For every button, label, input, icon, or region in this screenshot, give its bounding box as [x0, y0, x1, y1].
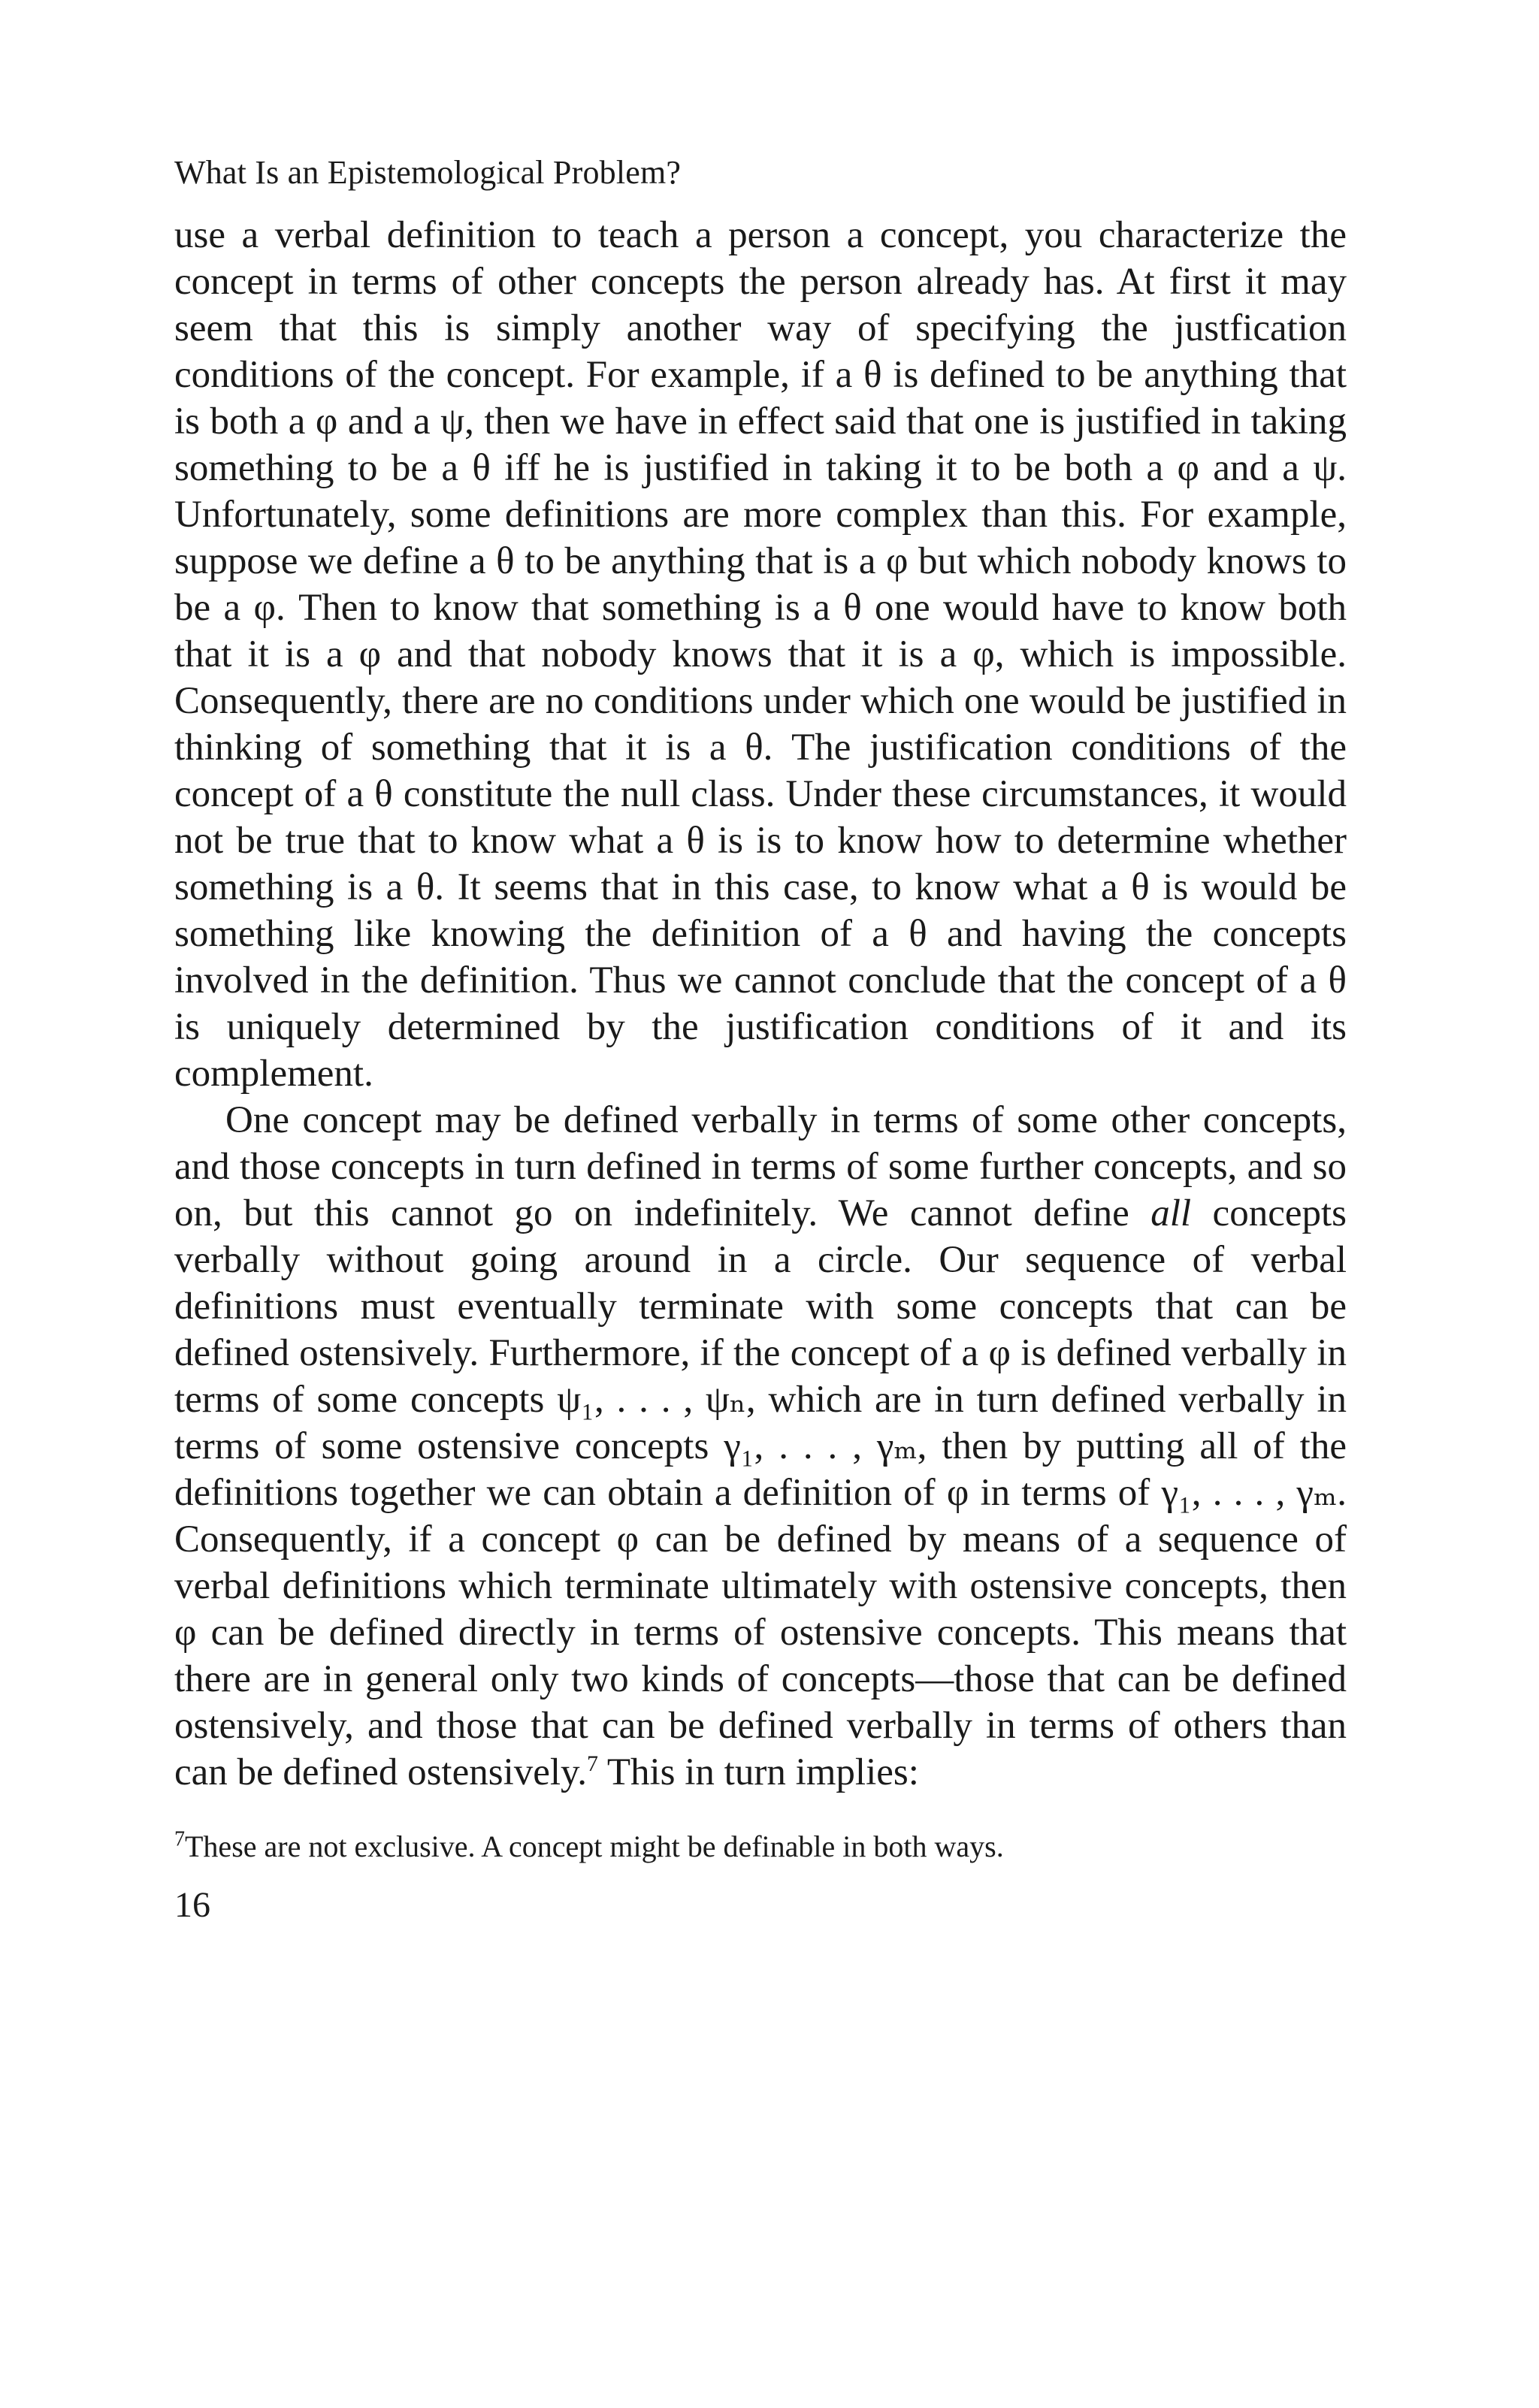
emphasis-text: all: [1150, 1192, 1192, 1234]
paragraph-text: use a verbal definition to teach a person a concept, you characterize the concept in terms of other concepts the person already has. At first it may seem that this is simply another way of specifying the justfication conditions of the concept. For example, if a θ is defined to be anything that is both a φ and a ψ, then we have in effect said that one is justified in taking something to be a θ iff he is justified in taking it to be both a φ and a ψ. Unfortunately, some definitions are more complex than this. For example, suppose we define a θ to be anything that is a φ but which nobody knows to be a φ. Then to know that something is a θ one would have to know both that it is a φ and that nobody knows that it is a φ, which is impossible. Consequently, there are no conditions under which one would be justified in thinking of something that it is a θ. The justification conditions of the concept of a θ constitute the null class. Under these circumstances, it would not be true that to know what a θ is is to know how to determine whether something is a θ. It seems that in this case, to know what a θ is would be something like knowing the definition of a θ and having the concepts involved in the definition. Thus we cannot conclude that the concept of a θ is uniquely determined by the justification conditions of it and its complement.: [174, 214, 1347, 1095]
body-text: [174, 212, 1347, 1796]
footnote-marker: 7: [174, 1827, 185, 1851]
paragraph-text: One concept may be defined verbally in terms of some other concepts, and those concepts in turn defined in terms of some further concepts, and so on, but this cannot go on indefinitely. We cannot define: [174, 1099, 1347, 1234]
paragraph-text: concepts verbally without going around in a circle. Our sequence of verbal definitions must eventually terminate with some concepts that can be defined ostensively. Furthermore, if the concept of a φ is defined verbally in terms of some concepts ψ₁, . . . , ψₙ, which are in turn defined verbally in terms of some ostensive concepts γ₁, . . . , γₘ, then by putting all of the definitions together we can obtain a definition of φ in terms of γ₁, . . . , γₘ. Consequently, if a concept φ can be defined by means of a sequence of verbal definitions which terminate ultimately with ostensive concepts, then φ can be defined directly in terms of ostensive concepts. This means that there are in general only two kinds of concepts—those that can be defined ostensively, and those that can be defined verbally in terms of others than can be defined ostensively.: [174, 1192, 1347, 1793]
paragraph-text: This in turn implies:: [598, 1751, 919, 1793]
book-page: [174, 150, 1347, 1928]
paragraph: [174, 212, 1347, 1097]
paragraph: [174, 1097, 1347, 1796]
page-number: 16: [174, 1885, 210, 1925]
footnote-text: These are not exclusive. A concept might be definable in both ways.: [185, 1829, 1004, 1863]
running-head: What Is an Epistemological Problem?: [174, 154, 682, 191]
footnote: [174, 1827, 1347, 1866]
footnote-reference: 7: [587, 1751, 598, 1776]
